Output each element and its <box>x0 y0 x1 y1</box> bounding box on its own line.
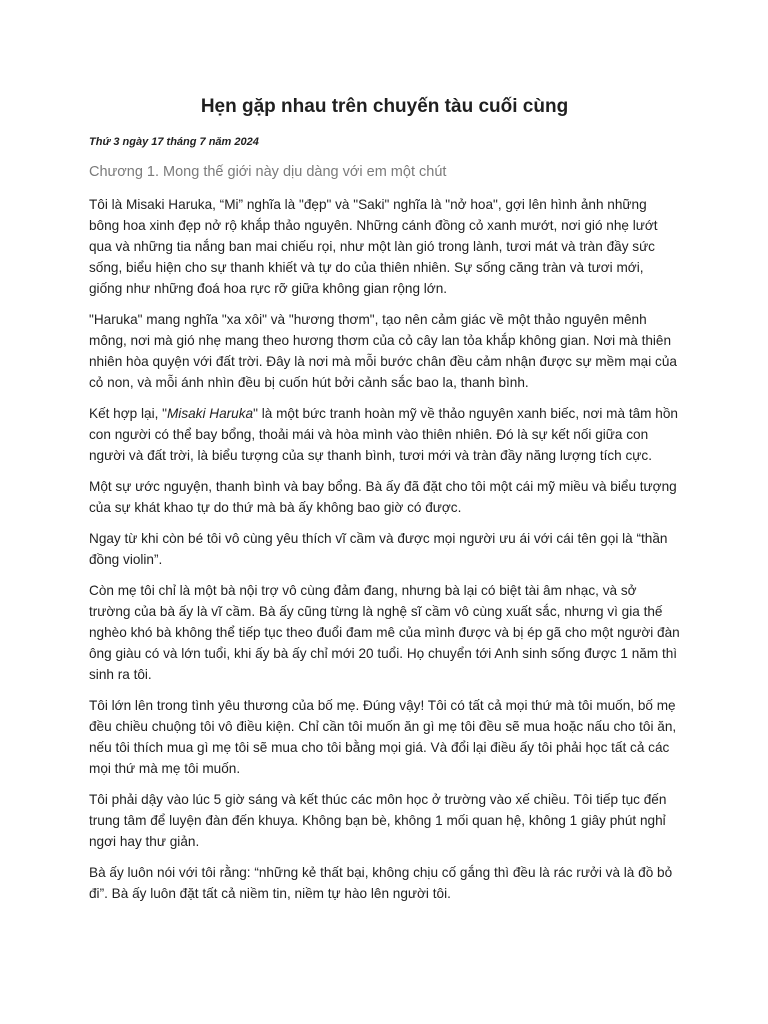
document-date: Thứ 3 ngày 17 tháng 7 năm 2024 <box>89 136 259 148</box>
chapter-heading: Chương 1. Mong thế giới này dịu dàng với em một chút <box>89 164 447 180</box>
paragraph-4: Một sự ước nguyện, thanh bình và bay bổng. Bà ấy đã đặt cho tôi một cái mỹ miều và biểu tượng của sự khát khao tự do thứ mà bà ấy không bao giờ có được. <box>89 479 677 515</box>
paragraph-9: Bà ấy luôn nói với tôi rằng: “những kẻ thất bại, không chịu cố gắng thì đều là rác rưởi và là đồ bỏ đi”. Bà ấy luôn đặt tất cả niềm tin, niềm tự hào lên người tôi. <box>89 865 673 901</box>
paragraph-5: Ngay từ khi còn bé tôi vô cùng yêu thích vĩ cầm và được mọi người ưu ái với cái tên gọi là “thần đồng violin”. <box>89 531 668 567</box>
paragraph-2: "Haruka" mang nghĩa "xa xôi" và "hương thơm", tạo nên cảm giác về một thảo nguyên mênh mông, nơi mà gió nhẹ mang theo hương thơm của cỏ cây lan tỏa khắp không gian. Nơi mà thiên nhiên hòa quyện với đất trời. Đây là nơi mà mỗi bước chân đều cảm nhận được sự mềm mại của cỏ non, và mỗi ánh nhìn đều bị cuốn hút bởi cảnh sắc bao la, thanh bình. <box>89 312 677 390</box>
paragraph-3-name: Misaki Haruka <box>166 406 254 421</box>
paragraph-3-before: Kết hợp lại, " <box>89 406 167 421</box>
document-title: Hẹn gặp nhau trên chuyến tàu cuối cùng <box>200 96 569 117</box>
paragraph-8: Tôi phải dậy vào lúc 5 giờ sáng và kết thúc các môn học ở trường vào xế chiều. Tôi tiếp tục đến trung tâm để luyện đàn đến khuya. Không bạn bè, không 1 mối quan hệ, không 1 giây phút nghỉ ngơi hay thư giản. <box>89 792 667 849</box>
paragraph-7: Tôi lớn lên trong tình yêu thương của bố mẹ. Đúng vậy! Tôi có tất cả mọi thứ mà tôi muốn, bố mẹ đều chiều chuộng tôi vô điều kiện. Chỉ cần tôi muốn ăn gì mẹ tôi đều sẽ mua hoặc nấu cho tôi ăn, nếu tôi thích mua gì mẹ tôi sẽ mua cho tôi bằng mọi giá. Và đổi lại điều ấy tôi phải học tất cả các mọi thứ mà mẹ tôi muốn. <box>89 698 677 776</box>
paragraph-6: Còn mẹ tôi chỉ là một bà nội trợ vô cùng đảm đang, nhưng bà lại có biệt tài âm nhạc, và sở trường của bà ấy là vĩ cầm. Bà ấy cũng từng là nghệ sĩ cầm vô cùng xuất sắc, nhưng vì gia thế nghèo khó bà không thể tiếp tục theo đuổi đam mê của mình được và bị ép gã cho một người đàn ông giàu có và lớn tuổi, khi ấy bà ấy chỉ mới 20 tuổi. Họ chuyển tới Anh sinh sống được 1 năm thì sinh ra tôi. <box>89 583 680 682</box>
paragraph-3 <box>89 403 680 466</box>
paragraph-1: Tôi là Misaki Haruka, “Mi” nghĩa là "đẹp" và "Saki" nghĩa là "nở hoa", gợi lên hình ảnh những bông hoa xinh đẹp nở rộ khắp thảo nguyên. Những cánh đồng cỏ xanh mướt, nơi gió nhẹ lướt qua và những tia nắng ban mai chiếu rọi, như một làn gió trong lành, tươi mát và tràn đầy sức sống, biểu hiện cho sự thanh khiết và tự do của thiên nhiên. Sự sống căng tràn và tươi mới, giống như những đoá hoa rực rỡ giữa không gian rộng lớn. <box>89 197 658 296</box>
paragraph-3-after: " là một bức tranh hoàn mỹ về thảo nguyên xanh biếc, nơi mà tâm hồn con người có thể bay bổng, thoải mái và hòa mình vào thiên nhiên. Đó là sự kết nối giữa con người và đất trời, là biểu tượng của sự thanh bình, tươi mới và tràn đầy năng lượng tích cực. <box>89 406 678 463</box>
